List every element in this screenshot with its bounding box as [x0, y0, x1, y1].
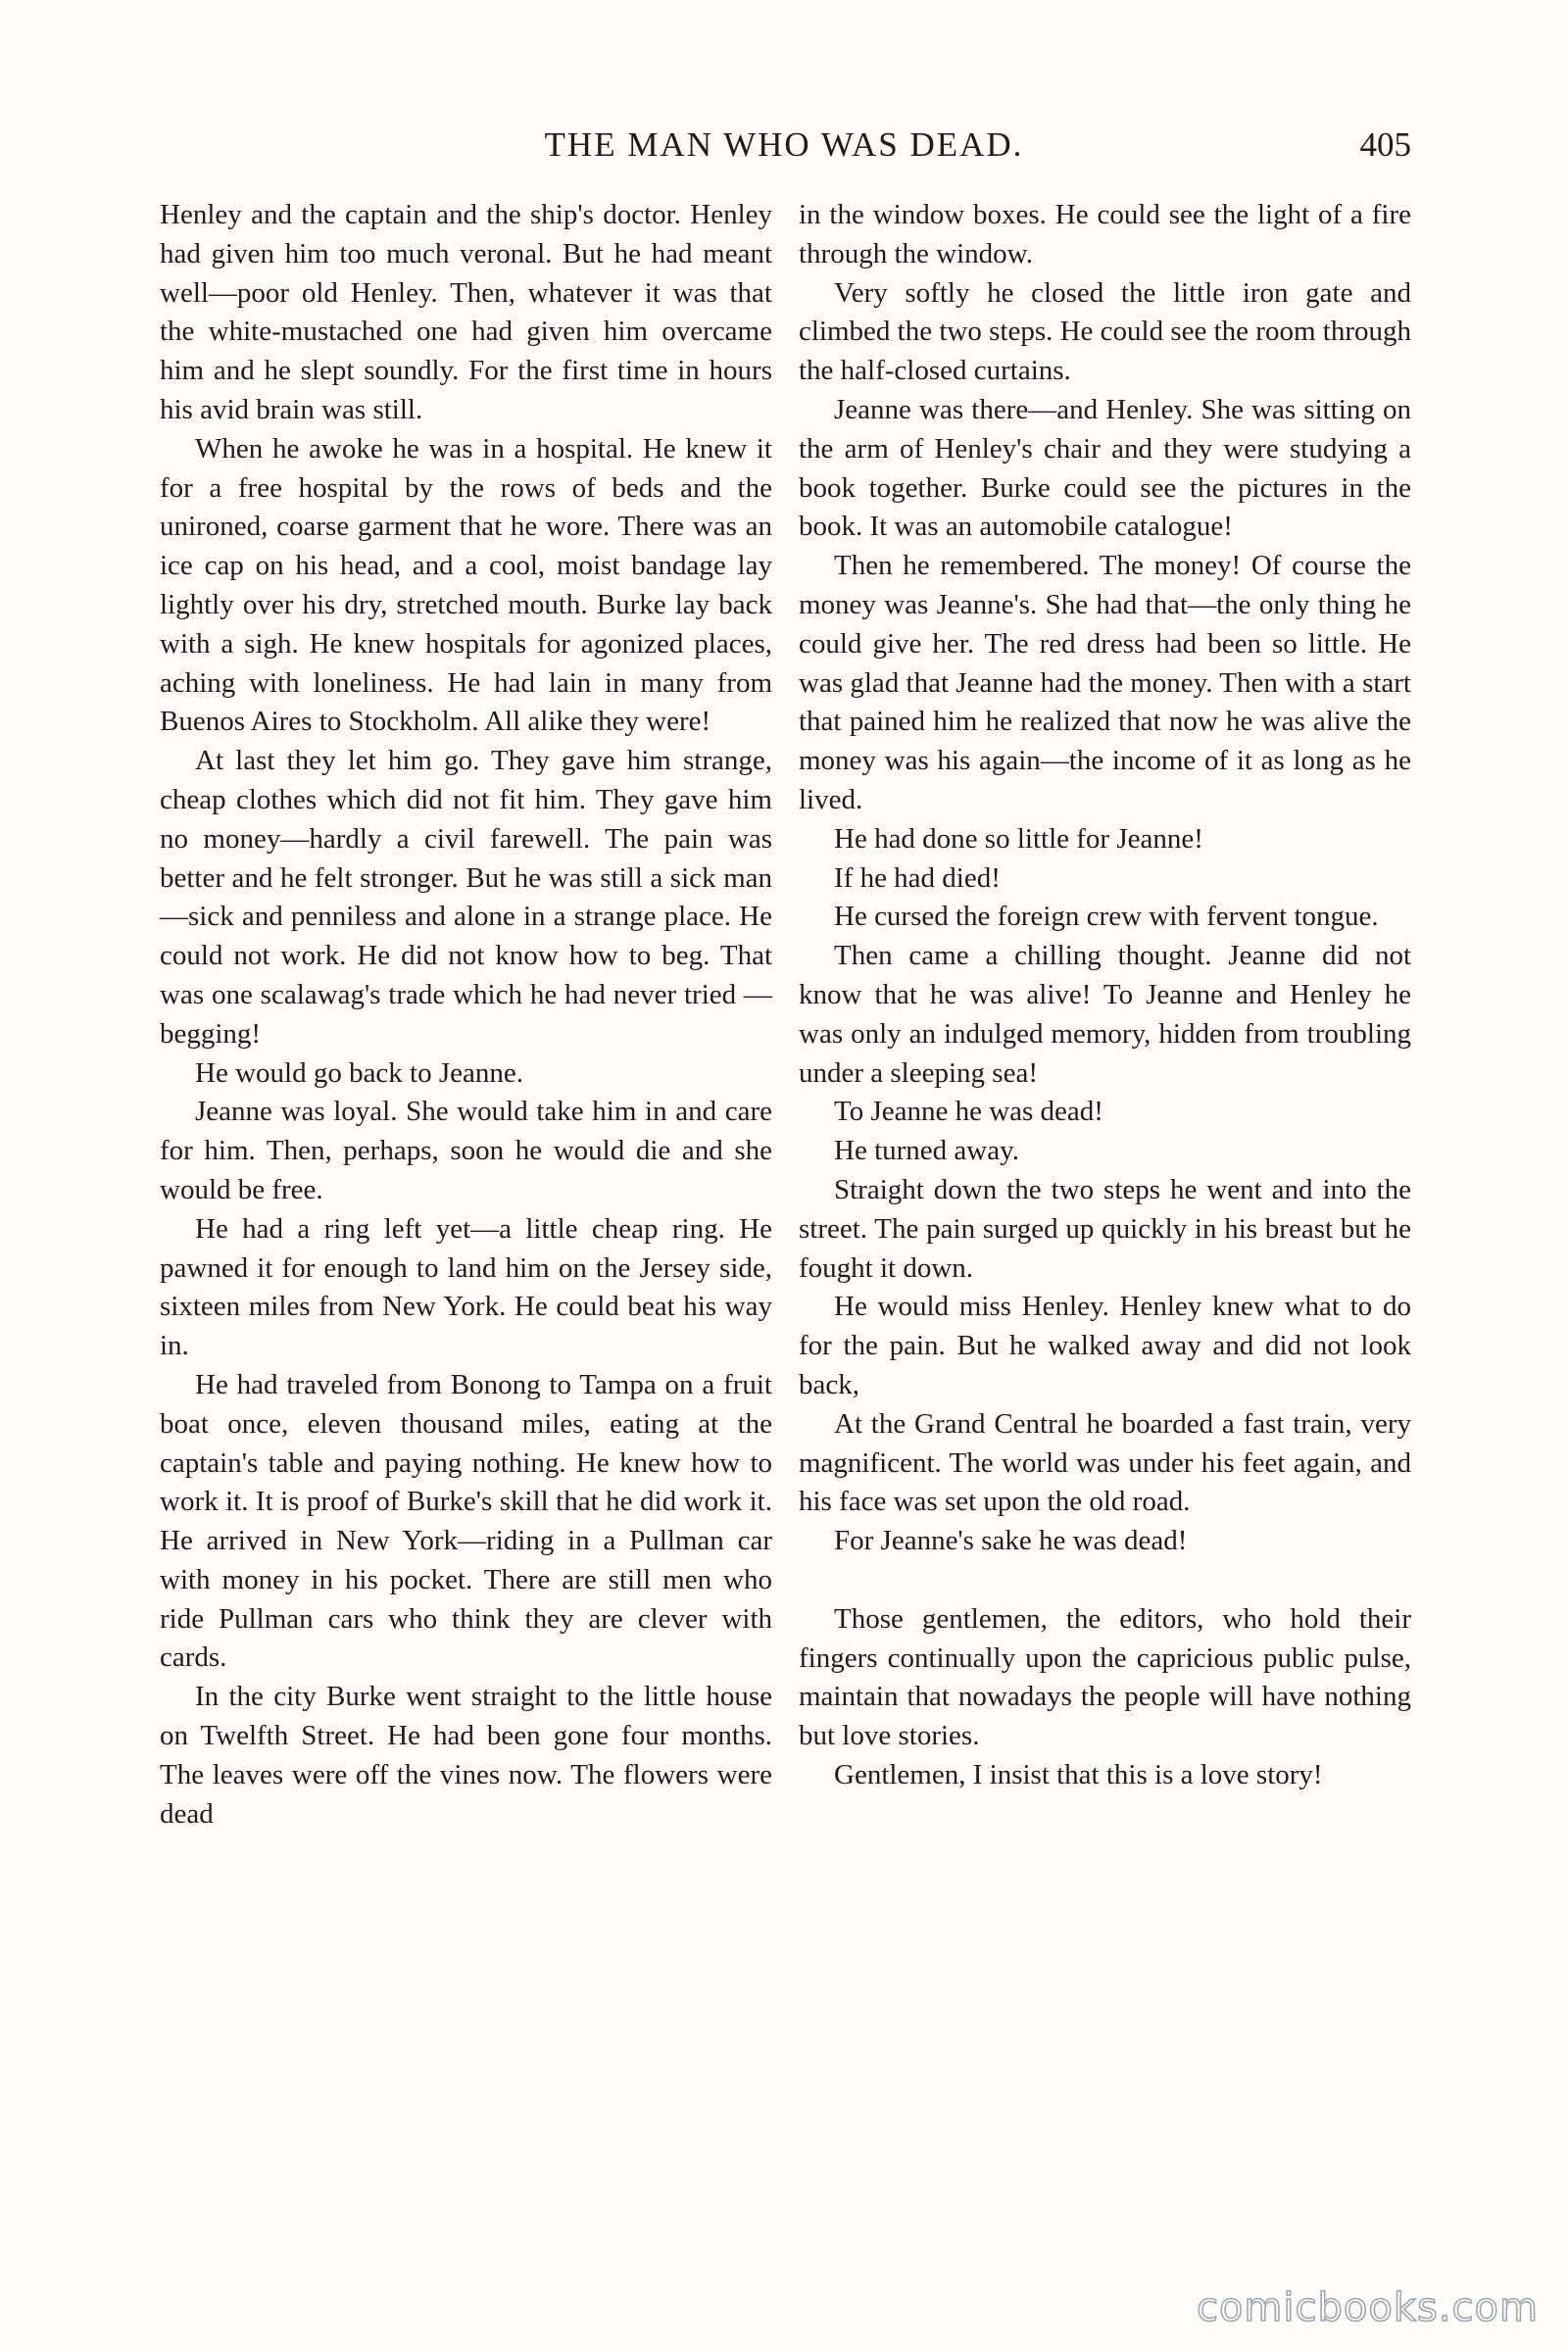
paragraph: He had traveled from Bonong to Tampa on a fruit boat once, eleven thousand miles, eating at the captain's table and paying nothing. He knew how to work it. It is proof of Burke's skill that he did work it. He arrived in New York—riding in a Pullman car with money in his pocket. There are still men who ride Pullman cars who think they are clever with cards.	[160, 1368, 772, 1674]
watermark: comicbooks.com	[1196, 2285, 1539, 2330]
paragraph: To Jeanne he was dead!	[834, 1096, 1103, 1128]
paragraph: At the Grand Central he boarded a fast train, very magnificent. The world was under his feet again, and his face was set upon the old road.	[799, 1407, 1411, 1518]
section-break	[799, 1561, 1411, 1600]
paragraph: Those gentlemen, the editors, who hold their fingers continually upon the capricious public pulse, maintain that nowadays the people will have nothing but love stories.	[799, 1602, 1411, 1752]
paragraph: Gentlemen, I insist that this is a love story!	[834, 1759, 1323, 1791]
paragraph: Then he remembered. The money! Of course the money was Jeanne's. She had that—the only thing he could give her. The red dress had been so little. He was glad that Jeanne had the money. Then with a start that pained him he realized that now he was alive the money was his again—the income of it as long as he lived.	[799, 550, 1411, 815]
page-number: 405	[1359, 125, 1411, 164]
paragraph: For Jeanne's sake he was dead!	[834, 1525, 1188, 1557]
paragraph: in the window boxes. He could see the light of a fire through the window.	[799, 199, 1411, 270]
left-column	[160, 196, 772, 1834]
paragraph: Straight down the two steps he went and into the street. The pain surged up quickly in his breast but he fought it down.	[799, 1173, 1411, 1284]
paragraph: He had a ring left yet—a little cheap ring. He pawned it for enough to land him on the Jersey side, sixteen miles from New York. He could beat his way in.	[160, 1212, 772, 1362]
paragraph: He would miss Henley. Henley knew what to do for the pain. But he walked away and did not look back,	[799, 1291, 1411, 1400]
paragraph: He turned away.	[834, 1135, 1019, 1167]
paragraph: Very softly he closed the little iron gate and climbed the two steps. He could see the room through the half-closed curtains.	[799, 276, 1411, 387]
paragraph: At last they let him go. They gave him strange, cheap clothes which did not fit him. They gave him no money—hardly a civil farewell. The pain was better and he felt stronger. But he was still a sick man—sick and penniless and alone in a strange place. He could not work. He did not know how to beg. That was one scalawag's trade which he had never tried —begging!	[160, 745, 772, 1050]
paragraph: If he had died!	[834, 861, 1001, 894]
paragraph: When he awoke he was in a hospital. He knew it for a free hospital by the rows of beds and the unironed, coarse garment that he wore. There was an ice cap on his head, and a cool, moist bandage lay lightly over his dry, stretched mouth. Burke lay back with a sigh. He knew hospitals for agonized places, aching with loneliness. He had lain in many from Buenos Aires to Stockholm. All alike they were!	[160, 432, 772, 738]
paragraph: He would go back to Jeanne.	[195, 1056, 524, 1089]
paragraph: He had done so little for Jeanne!	[834, 822, 1203, 855]
paragraph: Then came a chilling thought. Jeanne did not know that he was alive! To Jeanne and Henley he was only an indulged memory, hidden from troubling under a sleeping sea!	[799, 940, 1411, 1089]
paragraph: Jeanne was loyal. She would take him in and care for him. Then, perhaps, soon he would die and she would be free.	[160, 1096, 772, 1205]
paragraph: Henley and the captain and the ship's doctor. Henley had given him too much veronal. But he had meant well—poor old Henley. Then, whatever it was that the white-mustached one had given him overcame him and he slept soundly. For the first time in hours his avid brain was still.	[160, 199, 772, 425]
running-title: THE MAN WHO WAS DEAD.	[544, 125, 1024, 164]
paragraph: He cursed the foreign crew with fervent tongue.	[834, 901, 1379, 933]
page-header	[157, 125, 1411, 174]
right-column	[799, 196, 1411, 1795]
paragraph: Jeanne was there—and Henley. She was sitting on the arm of Henley's chair and they were studying a book together. Burke could see the pictures in the book. It was an automobile catalogue!	[799, 393, 1411, 543]
paragraph: In the city Burke went straight to the little house on Twelfth Street. He had been gone four months. The leaves were off the vines now. The flowers were dead	[160, 1681, 772, 1830]
